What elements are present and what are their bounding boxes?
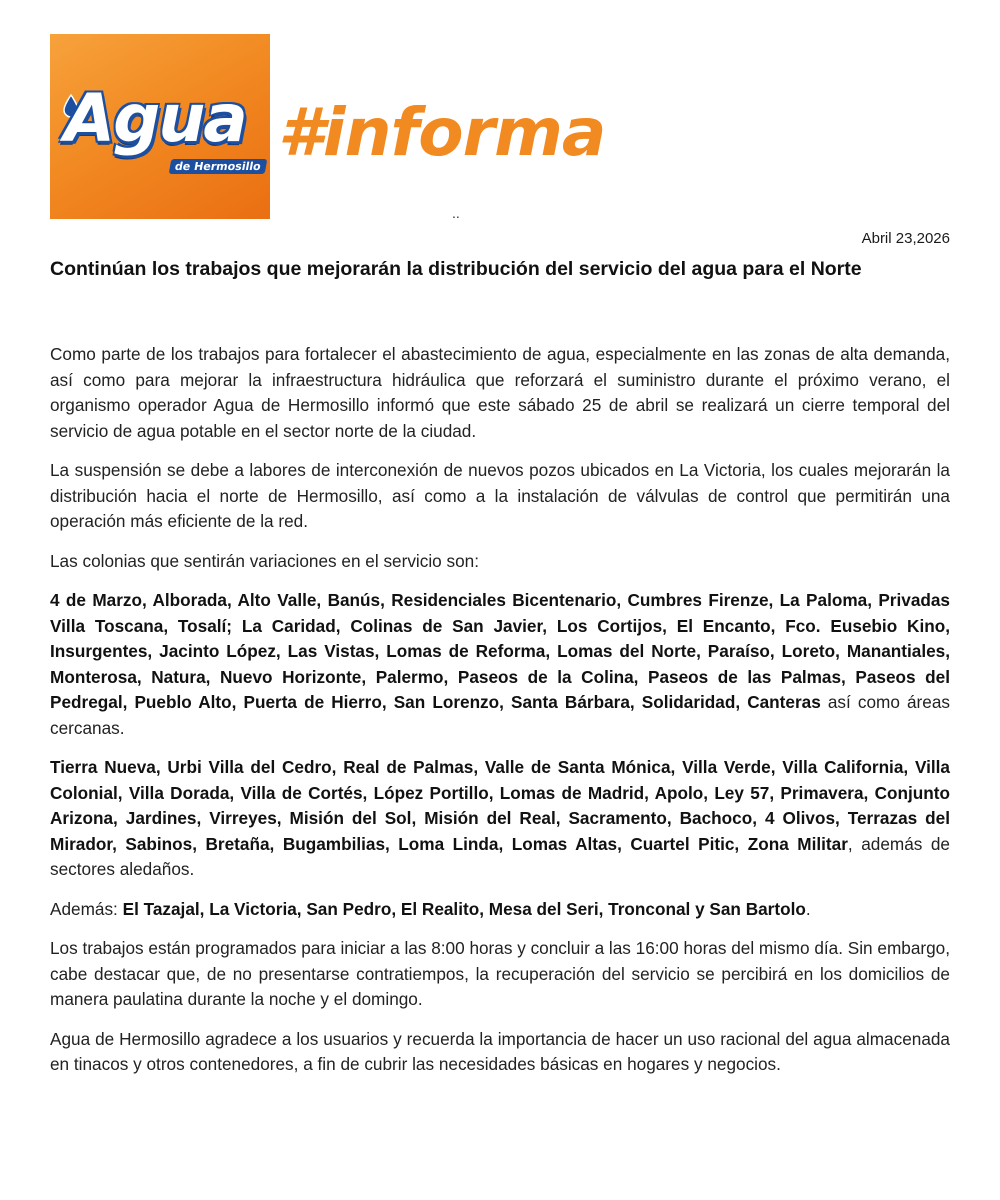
ademas-lead: Además: (50, 898, 123, 919)
colonias-list-1: 4 de Marzo, Alborada, Alto Valle, Banús, Residenciales Bicentenario, Cumbres Firenze, La Paloma, Privadas Villa Toscana, Tosalí; La Caridad, Colinas de San Javier, Los Cortijos, El Encanto, Fco. Eusebio Kino, Insurgentes, Jacinto López, Las Vistas, Lomas de Reforma, Lomas del Norte, Paraíso, Loreto, Manantiales, Monterosa, Natura, Nuevo Horizonte, Palermo, Paseos de la Colina, Paseos de las Palmas, Paseos del Pedregal, Pueblo Alto, Puerta de Hierro, San Lorenzo, Santa Bárbara, Solidaridad, Canteras (50, 590, 950, 712)
article-headline: Continúan los trabajos que mejorarán la distribución del servicio del agua para el Norte (50, 258, 862, 280)
logo-subtitle: de Hermosillo (169, 159, 267, 174)
colonias-list-2-tail: , además de sectores aledaños. (50, 833, 950, 879)
colonias-list-1-tail: así como áreas cercanas. (50, 692, 950, 738)
paragraph-ademas (50, 897, 950, 923)
paragraph-colonias-intro: Las colonias que sentirán variaciones en el servicio son: (50, 550, 479, 571)
logo-word: Agua (64, 80, 246, 157)
publication-date: Abril 23,2026 (861, 230, 950, 247)
paragraph-schedule: Los trabajos están programados para iniciar a las 8:00 horas y concluir a las 16:00 horas del mismo día. Sin embargo, cabe destacar que, de no presentarse contratiempos, la recuperación del servicio se percibirá en los domicilios de manera paulatina durante la noche y el domingo. (50, 938, 950, 1009)
ademas-tail: . (805, 898, 811, 919)
paragraph-closing: Agua de Hermosillo agradece a los usuarios y recuerda la importancia de hacer un uso racional del agua almacenada en tinacos y otros contenedores, a fin de cubrir las necesidades básicas en hogares y negocios. (50, 1028, 950, 1074)
colonias-list-2: Tierra Nueva, Urbi Villa del Cedro, Real de Palmas, Valle de Santa Mónica, Villa Verde, Villa California, Villa Colonial, Villa Dorada, Villa de Cortés, López Portillo, Lomas de Madrid, Apolo, Ley 57, Primavera, Conjunto Arizona, Jardines, Virreyes, Misión del Sol, Misión del Real, Sacramento, Bachoco, 4 Olivos, Terrazas del Mirador, Sabinos, Bretaña, Bugambilias, Loma Linda, Lomas Altas, Cuartel Pitic, Zona Militar (50, 757, 950, 854)
article-body (50, 342, 950, 1092)
separator-dots: .. (452, 205, 460, 221)
paragraph-reason: La suspensión se debe a labores de interconexión de nuevos pozos ubicados en La Victoria, los cuales mejorarán la distribución hacia el norte de Hermosillo, así como a la instalación de válvulas de control que permitirán una operación más eficiente de la red. (50, 460, 950, 531)
agua-de-hermosillo-logo (50, 34, 270, 219)
paragraph-colonias-list-1 (50, 588, 950, 741)
ademas-list: El Tazajal, La Victoria, San Pedro, El Realito, Mesa del Seri, Tronconal y San Bartolo (122, 898, 806, 919)
hashtag-informa: #informa (278, 94, 606, 171)
paragraph-colonias-list-2 (50, 755, 950, 883)
paragraph-intro: Como parte de los trabajos para fortalecer el abastecimiento de agua, especialmente en las zonas de alta demanda, así como para mejorar la infraestructura hidráulica que reforzará el suministro durante el próximo verano, el organismo operador Agua de Hermosillo informó que este sábado 25 de abril se realizará un cierre temporal del servicio de agua potable en el sector norte de la ciudad. (50, 344, 950, 441)
